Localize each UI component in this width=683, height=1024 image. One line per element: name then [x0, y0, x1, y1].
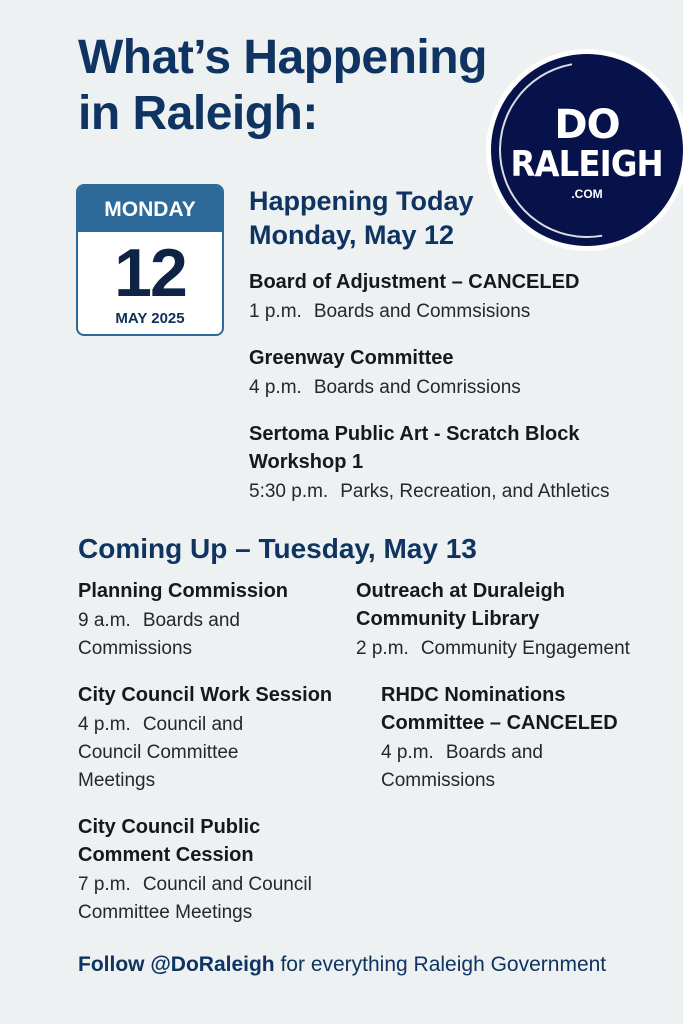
event-detail — [356, 635, 676, 663]
coming-up-event — [78, 813, 368, 927]
event-category: Council and Council Committee Meetings — [78, 874, 312, 923]
event-title: Greenway Committee — [249, 347, 454, 369]
today-event — [249, 420, 659, 506]
event-category: Community Engagement — [420, 638, 630, 659]
doraleigh-logo — [491, 54, 683, 246]
event-time: 4 p.m. — [249, 377, 302, 398]
event-time: 5:30 p.m. — [249, 481, 329, 502]
title-line-1: What’s Happening — [78, 31, 487, 84]
logo-line-3: .COM — [571, 187, 603, 201]
event-detail — [78, 607, 338, 663]
event-time: 9 a.m. — [78, 610, 131, 631]
event-category: Boards and Commissions — [78, 610, 240, 659]
today-heading-line-2: Monday, May 12 — [249, 220, 455, 250]
event-detail — [381, 739, 601, 795]
calendar-day: MONDAY — [78, 186, 222, 232]
footer-text — [78, 951, 606, 979]
title-line-2: in Raleigh: — [78, 87, 318, 140]
event-title: Planning Commission — [78, 580, 289, 602]
today-event — [249, 344, 669, 402]
today-heading-line-1: Happening Today — [249, 186, 474, 216]
event-detail — [249, 478, 659, 506]
calendar-icon — [76, 184, 224, 336]
event-detail — [249, 298, 669, 326]
logo-line-1: DO — [554, 102, 620, 148]
coming-up-event — [381, 681, 671, 795]
today-heading — [249, 184, 509, 252]
event-title: Sertoma Public Art - Scratch Block Workshop 1 — [249, 423, 580, 473]
event-detail — [78, 871, 358, 927]
event-title: City Council Work Session — [78, 684, 333, 706]
event-time: 2 p.m. — [356, 638, 409, 659]
event-category: Boards and Commissions — [381, 742, 543, 791]
footer-rest: for everything Raleigh Government — [274, 953, 607, 976]
event-time: 4 p.m. — [78, 714, 131, 735]
today-event — [249, 268, 669, 326]
coming-up-event — [356, 577, 676, 663]
footer-handle: Follow @DoRaleigh — [78, 953, 275, 976]
event-category: Parks, Recreation, and Athletics — [340, 481, 610, 502]
event-title: City Council Public Comment Cession — [78, 816, 261, 866]
event-title: Outreach at Duraleigh Community Library — [356, 580, 565, 630]
calendar-month-year: MAY 2025 — [115, 310, 185, 327]
coming-up-heading: Coming Up – Tuesday, May 13 — [78, 533, 477, 564]
event-detail — [249, 374, 669, 402]
coming-up-event — [78, 681, 368, 795]
event-title: Board of Adjustment – CANCELED — [249, 271, 580, 293]
event-detail — [78, 711, 298, 795]
event-time: 7 p.m. — [78, 874, 131, 895]
event-title: RHDC Nominations Committee – CANCELED — [381, 684, 618, 734]
event-category: Council and Council Committee Meetings — [78, 714, 244, 791]
event-category: Boards and Commsisions — [313, 301, 531, 322]
coming-up-event — [78, 577, 338, 663]
logo-line-2: RALEIGH — [510, 144, 664, 185]
event-time: 4 p.m. — [381, 742, 434, 763]
event-category: Boards and Comrissions — [313, 377, 521, 398]
event-time: 1 p.m. — [249, 301, 302, 322]
calendar-date: 12 — [114, 235, 186, 311]
